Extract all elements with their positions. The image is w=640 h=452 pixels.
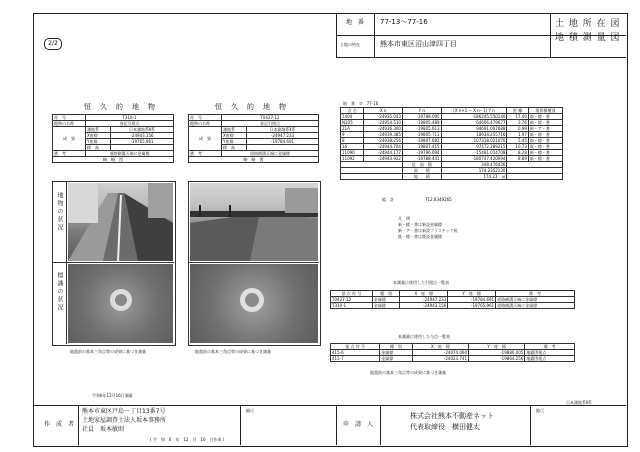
cell: 新・標・書 (528, 114, 562, 120)
cell: 8.89 (507, 156, 528, 162)
cell: -24938.256 (364, 138, 403, 144)
cell: 5.45 (507, 138, 528, 144)
author-label: 作 成 者 (44, 421, 75, 428)
cell: T310-1 (331, 303, 373, 309)
cell: 21A (341, 126, 364, 132)
cell: 金属標 (380, 356, 412, 362)
marker-illustration-2 (190, 264, 318, 343)
cell: 97472.289215 (441, 144, 507, 150)
area-caption: 地 番 ⑦ 77-16 (343, 101, 379, 106)
cell: 17.40 (507, 114, 528, 120)
ref1-title: 本測量に使用した引照点一覧表 (393, 280, 449, 285)
mark1-seika-label: 成 果 (53, 127, 86, 151)
author-line2: 土地家屋調査士法人坂本事務所 (82, 417, 167, 424)
cell: 金属標 (372, 297, 400, 303)
cell: 新・標・書 (528, 120, 562, 126)
mark2-r7-label: 備 考 (189, 151, 222, 157)
cell: 新・標・書 (528, 138, 562, 144)
cell: 基 点 符 号 (331, 344, 380, 350)
area-table (340, 107, 563, 180)
total-value: 712.8349265 (425, 197, 452, 202)
area-header-cell: Y n (402, 108, 441, 114)
cell: N105 (341, 120, 364, 126)
legend-title: 凡 例 (398, 216, 410, 221)
applicant-line1: 株式会社熊本不動産ネット (410, 412, 494, 420)
cell: -24947.233 (400, 297, 448, 303)
cell: 金属標 (372, 303, 400, 309)
half-value: 174.2352130 (441, 168, 507, 174)
cell: -19807.415 (402, 144, 441, 150)
cell: 新・ア・書 (528, 126, 562, 132)
cell: 既・標・書 (528, 144, 562, 150)
scale-label-right: 縮尺 (536, 408, 544, 413)
table-row (331, 303, 575, 309)
cell: -24074.060 (412, 350, 468, 356)
cell: -24939.385 (364, 132, 403, 138)
cell: Y 座 標 (469, 344, 525, 350)
page-number: 2/2 (48, 40, 58, 47)
cell: -19788.095 (402, 114, 441, 120)
marker-illustration (68, 264, 173, 343)
cell: -24023.741 (412, 356, 468, 362)
cell: 9 (341, 132, 364, 138)
mark1-marker-label: 標識の状況 (56, 272, 63, 312)
mark1-r5-label: Y座標 (86, 139, 111, 145)
mark2-r5-value: -19784.691 (247, 139, 319, 145)
cell: 8 (341, 138, 364, 144)
mark1-r2-value: 巻記引照点 (86, 121, 174, 127)
cell: 8.28 (507, 150, 528, 156)
cell: 地籍図根点 (525, 350, 575, 356)
ref2-title: 本測量に使用した与点一覧表 (398, 334, 450, 339)
mark1-r1-value: T310-1 (86, 115, 174, 121)
area-header-cell: 距 離 (507, 108, 528, 114)
cell: 18934.255716 (441, 132, 507, 138)
total-label: 総 計 (382, 197, 394, 202)
mark1-r1-label: 符 号 (53, 115, 86, 121)
cell: -19807.682 (402, 138, 441, 144)
mark2-street-photo (190, 183, 318, 261)
legend-item-3: 既・標・書は既設金属標 (398, 234, 442, 239)
cell: T0427-12 (331, 297, 373, 303)
cell: 種 別 (372, 291, 400, 297)
cell: 地籍図根点 (525, 356, 575, 362)
mark1-r5-value: -19765.961 (111, 139, 174, 145)
cell: 3.76 (507, 120, 528, 126)
cell: 415-7 (331, 356, 380, 362)
cell: 1.97 (507, 132, 528, 138)
half-label: 面 積 (402, 168, 441, 174)
mark1-r7-value: 道路側溝天端に金属標 (86, 151, 174, 157)
author-date: ( 令 和 6 年 12 月 16 日作成 ) (150, 437, 225, 442)
geodetic-system: 日本測地系Ⅱ系 (566, 400, 592, 405)
mark1-title: 恒 久 的 地 物 (84, 103, 156, 111)
cell: 1404 (341, 114, 364, 120)
mark2-r1-value: T0427-12 (222, 115, 319, 121)
cell: -19788.441 (402, 156, 441, 162)
survey-date: 令和6年12月16日測量 (92, 393, 133, 398)
author-line1: 熊本市東区戸島一丁目13番7号 (82, 408, 166, 415)
area-unit: ㎡ (501, 174, 506, 179)
author-line3: 社員 坂本敏則 (82, 426, 125, 433)
chiban-value: 77-13〜77-16 (380, 18, 428, 26)
cell: 415-6 (331, 350, 380, 356)
cell: -24954.510 (364, 120, 403, 126)
cell: 新・標・書 (528, 132, 562, 138)
mark2-table (188, 114, 319, 163)
cell: 備 考 (496, 291, 575, 297)
cell: -24944.177 (364, 150, 403, 156)
cell: 11090 (341, 150, 364, 156)
mark1-r2-label: 地物の名称 (53, 121, 86, 127)
mark1-note: 地震前の基本三角点等の成果に基づき測量 (70, 349, 146, 354)
cell: -186245.550140 (441, 114, 507, 120)
ref2-table (330, 343, 575, 362)
mark2-sketch-label: 略 略 図 (189, 157, 319, 163)
cell: -15481.014708 (441, 150, 507, 156)
cell: 0.99 (507, 126, 528, 132)
title-line2: 地 積 測 量 図 (555, 33, 621, 43)
cell: Y 座 標 (448, 291, 496, 297)
mark1-sketch-label: 略 略 図 (53, 157, 174, 163)
mark1-r4-value: -24943.156 (111, 133, 174, 139)
mark1-table (52, 114, 174, 163)
cell: -180747.420094 (441, 156, 507, 162)
mark1-street-photo (68, 183, 173, 261)
area-header-cell: 境界標種別 (528, 108, 562, 114)
table-row (331, 356, 575, 362)
mark2-r6-label: 標 高 (222, 145, 247, 151)
mark1-r6-label: 標 高 (86, 145, 111, 151)
cell: 107318.021076 (441, 138, 507, 144)
cell: -19796.694 (402, 150, 441, 156)
mark1-situation-label: 地物の状況 (56, 192, 63, 232)
mark2-note: 地震前の基本三角点等の成果に基づき測量 (195, 349, 271, 354)
cell: -24936.300 (364, 126, 403, 132)
cell: -19880.005 (469, 350, 525, 356)
mark2-r4-value: -24947.233 (247, 133, 319, 139)
sum-value: 348.476426 (441, 162, 507, 168)
cell: 10.73 (507, 144, 528, 150)
area-header-cell: (X n+1 − X n−1) Y n (441, 108, 507, 114)
cell: X 座 標 (412, 344, 468, 350)
cell: -19864.256 (469, 356, 525, 362)
area-header-cell: 点 名 (341, 108, 364, 114)
mark1-r3-label: 測地系 (86, 127, 111, 133)
shozai-label: 土地の所在 (340, 42, 360, 47)
legend-item-2: 新・ア・書は新設プラスチック杭 (398, 228, 458, 233)
cell: -19765.961 (448, 303, 496, 309)
mark2-r4-label: X座標 (222, 133, 247, 139)
cell: 基 点 符 号 (331, 291, 373, 297)
cell: 新・標・書 (528, 156, 562, 162)
cell: X 座 標 (400, 291, 448, 297)
mark1-r7-label: 備 考 (53, 151, 86, 157)
mark2-title: 恒 久 的 地 物 (215, 103, 287, 111)
cell: 新・標・書 (528, 150, 562, 156)
cell: 11092 (341, 156, 364, 162)
legend-item-1: 新・標・書は新設金属標 (398, 222, 442, 227)
shozai-value: 熊本市東区沼山津四丁目 (380, 40, 457, 48)
cell: -19805.489 (402, 120, 441, 126)
area-row (341, 174, 563, 180)
cell: -19805.711 (402, 132, 441, 138)
mark2-seika-label: 成 果 (189, 127, 222, 151)
mark2-r2-value: 巻記引照点 (222, 121, 319, 127)
mark1-r3-value: 日本測地系Ⅱ系 (111, 127, 174, 133)
mark2-marker-photo (190, 264, 318, 343)
cell: 備 考 (525, 344, 575, 350)
cell: -24943.156 (400, 303, 448, 309)
mark1-marker-photo (68, 264, 173, 343)
cell: 道路側溝天端に金属標 (496, 303, 575, 309)
cell: 16 (341, 144, 364, 150)
bridge-illustration (190, 183, 318, 261)
ref2-note: 地震前の基本三角点等の成果に基づき測量 (370, 370, 446, 375)
area-label: 地 積 (402, 174, 441, 180)
cell: -24944.704 (364, 144, 403, 150)
cell: -24935.043 (364, 114, 403, 120)
mark2-r1-label: 符 号 (189, 115, 222, 121)
area-header-cell: X n (364, 108, 403, 114)
cell: 金属標 (380, 350, 412, 356)
cell: 種 別 (380, 344, 412, 350)
mark2-r3-value: 日本測地系Ⅱ系 (247, 127, 319, 133)
scale-label-left: 縮尺 (246, 408, 254, 413)
mark2-r5-label: Y座標 (222, 139, 247, 145)
applicant-line2: 代表取締役 横田健太 (410, 423, 480, 431)
cell: -19805.613 (402, 126, 441, 132)
cell: 道路横溝天端に金属標 (496, 297, 575, 303)
title-line1: 土 地 所 在 図 (555, 19, 621, 29)
area-value: 174.23 (483, 174, 498, 179)
cell: -19784.691 (448, 297, 496, 303)
mark1-r4-label: X座標 (86, 133, 111, 139)
sum-label: 倍 面 積 (402, 162, 441, 168)
mark2-r7-value: 道路横溝天端に金属標 (222, 151, 319, 157)
mark2-r2-label: 地物の名称 (189, 121, 222, 127)
ref1-table (330, 290, 575, 309)
road-illustration (68, 183, 173, 261)
cell: 64606.479677 (441, 120, 507, 126)
chiban-label: 地 番 (346, 19, 365, 26)
applicant-label: 申 請 人 (343, 421, 374, 428)
page-number-badge (44, 38, 62, 50)
cell: -24943.922 (364, 156, 403, 162)
cell: 94691.007688 (441, 126, 507, 132)
mark2-r3-label: 測地系 (222, 127, 247, 133)
